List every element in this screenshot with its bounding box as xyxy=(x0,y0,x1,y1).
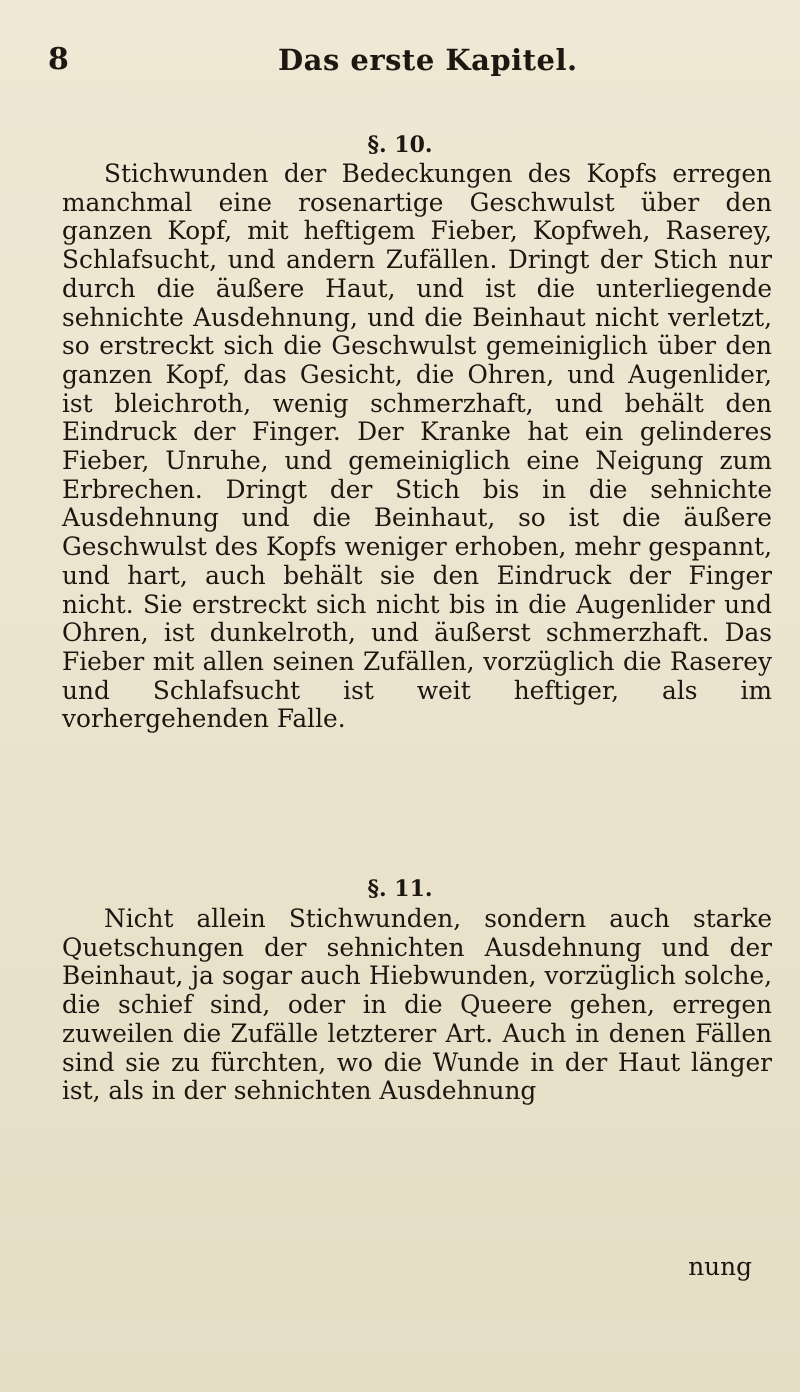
section-10-text: Stichwunden der Bedeckungen des Kopfs erregen manchmal eine rosenartige Geschwulst über den ganzen Kopf, mit heftigem Fieber, Kopfweh, Raserey, Schlafsucht, und andern Zufällen. Dringt der Stich nur durch die äußere Haut, und ist die unterliegende sehnichte Ausdehnung, und die Beinhaut nicht verletzt, so erstreckt sich die Geschwulst gemeiniglich über den ganzen Kopf, das Gesicht, die Ohren, und Augenlider, ist bleichroth, wenig schmerzhaft, und behält den Eindruck der Finger. Der Kranke hat ein gelinderes Fieber, Unruhe, und gemeiniglich eine Neigung zum Erbrechen. Dringt der Stich bis in die sehnichte Ausdehnung und die Beinhaut, so ist die äußere Geschwulst des Kopfs weniger erhoben, mehr gespannt, und hart, auch behält sie den Eindruck der Finger nicht. Sie erstreckt sich nicht bis in die Augenlider und Ohren, ist dunkelroth, und äußerst schmerzhaft. Das Fieber mit allen seinen Zufällen, vorzüglich die Raserey und Schlafsucht ist weit heftiger, als im vorhergehenden Falle. xyxy=(62,159,772,734)
section-heading-11: §. 11. xyxy=(367,876,433,902)
section-11-text: Nicht allein Stichwunden, sondern auch starke Quetschungen der sehnichten Ausdehnung und der Beinhaut, ja sogar auch Hiebwunden, vorzüglich solche, die schief sind, oder in die Queere gehen, erregen zuweilen die Zufälle letzterer Art. Auch in denen Fällen sind sie zu fürchten, wo die Wunde in der Haut länger ist, als in der sehnichten Ausdehnung xyxy=(62,904,772,1106)
running-title: Das erste Kapitel. xyxy=(278,43,578,77)
catchword: nung xyxy=(688,1252,752,1281)
section-heading-10: §. 10. xyxy=(367,132,433,158)
page-header xyxy=(48,38,760,82)
page-number: 8 xyxy=(48,42,69,77)
